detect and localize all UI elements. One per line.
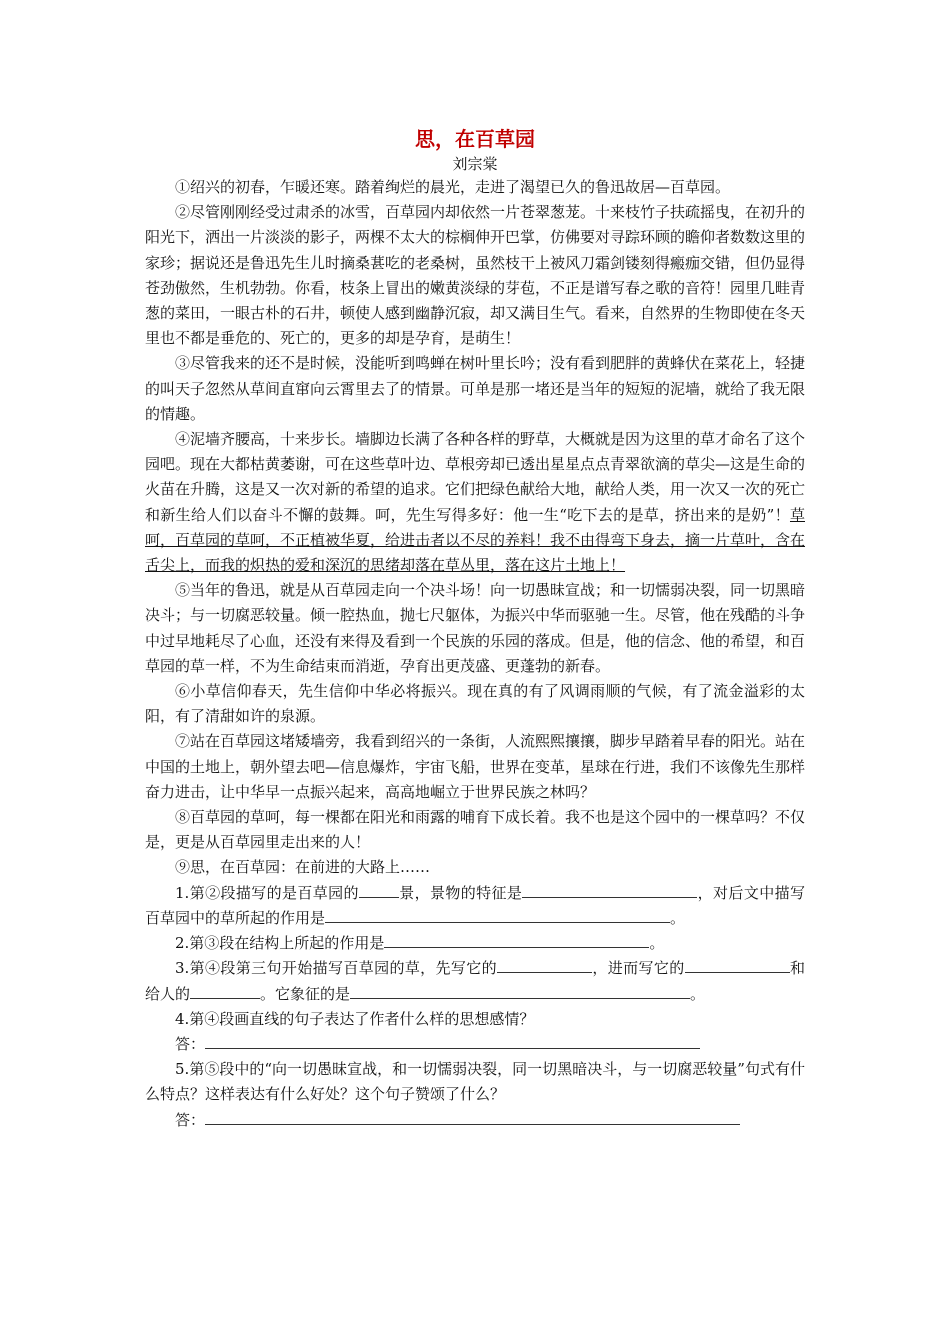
- answer-blank[interactable]: [190, 982, 260, 999]
- question-3-text: ，进而写它的: [592, 959, 685, 978]
- question-3: [145, 956, 805, 1006]
- answer-blank[interactable]: [205, 1032, 700, 1049]
- question-5: 5.第⑤段中的“向一切愚昧宣战，和一切懦弱决裂，同一切黑暗决斗，与一切腐恶较量”句式有什么特点？这样表达有什么好处？这个句子赞颂了什么？: [145, 1060, 805, 1104]
- answer-blank[interactable]: [325, 906, 670, 923]
- paragraph-1: ①绍兴的初春，乍暖还寒。踏着绚烂的晨光，走进了渴望已久的鲁迅故居—百草园。: [175, 178, 731, 196]
- paragraph-5: ⑤当年的鲁迅，就是从百草园走向一个决斗场！向一切愚昧宣战；和一切懦弱决裂，同一切黑暗决斗；与一切腐恶较量。倾一腔热血，抛七尺躯体，为振兴中华而驱驰一生。尽管，他在残酷的斗争中过早地耗尽了心血，还没有来得及看到一个民族的乐园的落成。但是，他的信念、他的希望，和百草园的草一样，不为生命结束而消逝，孕育出更茂盛、更蓬勃的新春。: [145, 581, 806, 675]
- question-1-text: 景，景物的特征是: [398, 883, 523, 902]
- underlined-sentence: 草呵，百草园的草呵，不正植被华夏，给进击者以不尽的养料！我不由得弯下身去，摘一片草叶，含在舌尖上，而我的炽热的爱和深沉的思绪却落在草丛里，落在这片土地上！: [145, 505, 806, 575]
- question-2-text: 。: [649, 934, 665, 953]
- question-3-text: 。它象征的是: [260, 984, 351, 1003]
- paragraph-7: ⑦站在百草园这堵矮墙旁，我看到绍兴的一条街，人流熙熙攘攘，脚步早踏着早春的阳光。站在中国的土地上，朝外望去吧—信息爆炸，宇宙飞船，世界在变革，星球在行进，我们不该像先生那样奋力进击，让中华早一点振兴起来，高高地崛立于世界民族之林吗？: [145, 732, 806, 801]
- article-title: 思，在百草园: [415, 127, 535, 151]
- answer-blank[interactable]: [522, 881, 697, 898]
- answer-blank[interactable]: [384, 931, 649, 948]
- answer-blank[interactable]: [359, 881, 399, 898]
- question-3-text: 。: [690, 984, 706, 1003]
- question-1-text: 。: [670, 908, 686, 927]
- answer-blank[interactable]: [760, 956, 790, 973]
- answer-blank[interactable]: [685, 956, 760, 973]
- question-2: [145, 931, 805, 956]
- paragraph-4: [145, 427, 805, 578]
- paragraph-9: ⑨思，在百草园：在前进的大路上……: [175, 858, 431, 877]
- article-author: 刘宗棠: [452, 155, 498, 173]
- question-2-text: 2.第③段在结构上所起的作用是: [175, 934, 385, 953]
- paragraph-6: ⑥小草信仰春天，先生信仰中华必将振兴。现在真的有了风调雨顺的气候，有了流金溢彩的太阳，有了清甜如许的泉源。: [145, 682, 805, 726]
- answer-label: 答：: [175, 1110, 206, 1129]
- document-page: [145, 125, 805, 1133]
- question-4: 4.第④段画直线的句子表达了作者什么样的思想感情？: [175, 1009, 535, 1028]
- answer-blank[interactable]: [497, 956, 592, 973]
- question-4-answer: [145, 1032, 805, 1057]
- answer-blank[interactable]: [205, 1108, 740, 1125]
- question-3-text: 和给人的: [145, 959, 805, 1003]
- question-1-text: ，对后文中描写百草园中的草所起的作用是: [145, 883, 805, 927]
- question-3-text: 3.第④段第三句开始描写百草园的草，先写它的: [175, 959, 498, 978]
- answer-blank[interactable]: [350, 982, 690, 999]
- question-1-text: 1.第②段描写的是百草园的: [175, 883, 359, 902]
- paragraph-4-text: ④泥墙齐腰高，十来步长。墙脚边长满了各种各样的野草，大概就是因为这里的草才命名了这个园吧。现在大都枯黄萎谢，可在这些草叶边、草根旁却已透出星星点点青翠欲滴的草尖—这是生命的火苗在升腾，这是又一次对新的希望的追求。它们把绿色献给大地，献给人类，用一次又一次的死亡和新生给人们以奋斗不懈的鼓舞。呵，先生写得多好：他一生“吃下去的是草，挤出来的是奶”！: [145, 430, 806, 524]
- question-1: [145, 881, 805, 931]
- answer-label: 答：: [175, 1034, 206, 1053]
- paragraph-8: ⑧百草园的草呵，每一棵都在阳光和雨露的哺育下成长着。我不也是这个园中的一棵草吗？不仅是，更是从百草园里走出来的人！: [145, 808, 806, 852]
- paragraph-3: ③尽管我来的还不是时候，没能听到鸣蝉在树叶里长吟；没有看到肥胖的黄蜂伏在菜花上，轻捷的叫天子忽然从草间直窜向云霄里去了的情景。可单是那一堵还是当年的短短的泥墙，就给了我无限的情趣。: [145, 354, 806, 423]
- paragraph-2: ②尽管刚刚经受过肃杀的冰雪，百草园内却依然一片苍翠葱茏。十来枝竹子扶疏摇曳，在初升的阳光下，洒出一片淡淡的影子，两棵不太大的棕榈伸开巴掌，仿佛要对寻踪环顾的瞻仰者数数这里的家珍；据说还是鲁迅先生儿时摘桑葚吃的老桑树，虽然枝干上被风刀霜剑镂刻得瘢痂交错，但仍显得苍劲傲然，生机勃勃。你看，枝条上冒出的嫩黄淡绿的芽苞，不正是谱写春之歌的音符！园里几畦青葱的菜田，一眼古朴的石井，顿使人感到幽静沉寂，却又满目生气。看来，自然界的生物即使在冬天里也不都是垂危的、死亡的，更多的却是孕育，是萌生！: [145, 203, 806, 348]
- question-5-answer: [145, 1108, 805, 1133]
